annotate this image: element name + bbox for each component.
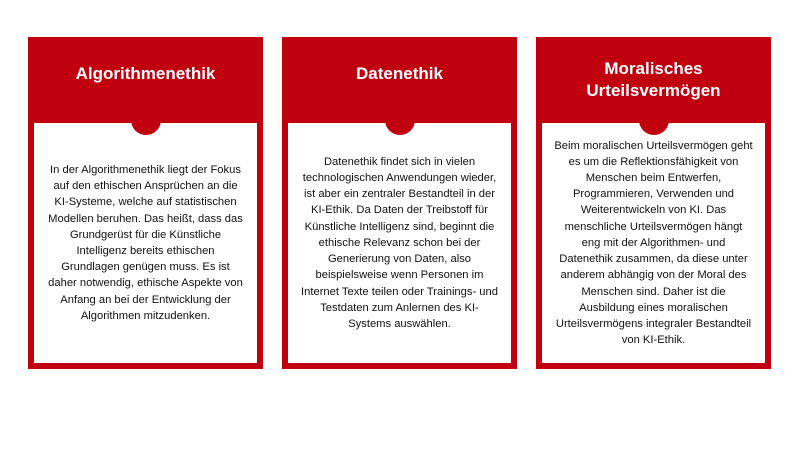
card-title: Moralisches Urteilsvermögen (586, 59, 721, 100)
card-moralisches-urteilsvermoegen (536, 37, 771, 369)
card-body (288, 123, 511, 363)
card-body (34, 123, 257, 363)
card-body (542, 123, 765, 363)
card-title: Algorithmenethik (75, 64, 216, 83)
card-algorithmenethik (28, 37, 263, 369)
card-text: Datenethik findet sich in vielen technologischen Anwendungen wieder, ist aber ein zentraler Bestandteil in der KI-Ethik. Da Daten der Treibstoff für Künstliche Intelligenz sind, beginnt die ethische Relevanz schon bei der Generierung von Daten, also beispielsweise wenn Personen im Internet Texte teilen oder Trainings- und Testdaten zum Anlernen des KI-Systems auswählen. (301, 155, 498, 330)
card-title: Datenethik (356, 64, 443, 83)
card-text: In der Algorithmenethik liegt der Fokus auf den ethischen Ansprüchen an die KI-Systeme, welche auf statistischen Modellen beruhen. Das heißt, dass das Grundgerüst für die Künstliche Intelligenz bereits ethischen Grundlagen genügen muss. Es ist daher notwendig, ethische Aspekte von Anfang an bei der Entwicklung der Algorithmen mitzudenken. (48, 163, 243, 322)
card-datenethik (282, 37, 517, 369)
card-text: Beim moralischen Urteilsvermögen geht es um die Reflektionsfähigkeit von Menschen beim Entwerfen, Programmieren, Verwenden und Weiterentwickeln von KI. Das menschliche Urteilsvermögen hängt eng mit der Algorithmen- und Datenethik zusammen, da diese unter anderem abhängig von der Moral des Menschen sind. Daher ist die Ausbildung eines moralischen Urteilsvermögens integraler Bestandteil von KI-Ethik. (554, 139, 753, 347)
